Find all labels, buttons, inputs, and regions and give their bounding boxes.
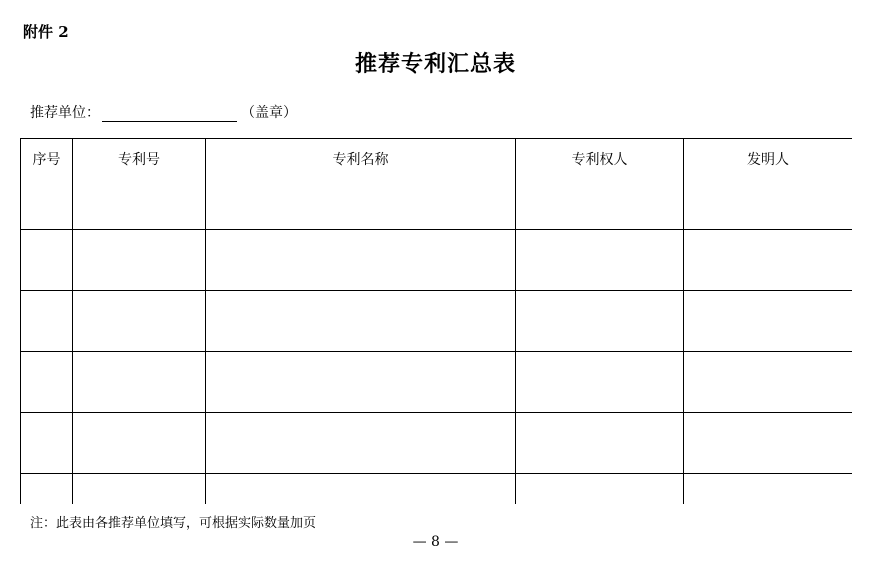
recommender-label: 推荐单位：: [30, 105, 100, 121]
table-cell[interactable]: [206, 291, 516, 352]
document-title: 推荐专利汇总表: [354, 51, 516, 77]
table-cell[interactable]: [21, 230, 73, 291]
table-cell[interactable]: [21, 474, 73, 505]
table-cell[interactable]: [73, 291, 206, 352]
attachment-label: 附件 2: [23, 23, 69, 41]
header-patent-name: 专利名称: [206, 139, 516, 230]
footnote: 注：此表由各推荐单位填写，可根据实际数量加页: [30, 516, 317, 531]
table-row: [21, 474, 853, 505]
table-cell[interactable]: [516, 352, 684, 413]
table-cell[interactable]: [206, 352, 516, 413]
table-cell[interactable]: [684, 230, 853, 291]
table-cell[interactable]: [684, 352, 853, 413]
recommender-line: [30, 102, 297, 122]
header-patent-number: 专利号: [73, 139, 206, 230]
header-patent-holder: 专利权人: [516, 139, 684, 230]
table-cell[interactable]: [206, 474, 516, 505]
page-number: — 8 —: [412, 534, 459, 550]
table-row: [21, 352, 853, 413]
table-cell[interactable]: [516, 291, 684, 352]
table-cell[interactable]: [684, 413, 853, 474]
table-cell[interactable]: [516, 413, 684, 474]
table-row: [21, 413, 853, 474]
table-cell[interactable]: [206, 413, 516, 474]
table-row: [21, 230, 853, 291]
header-inventor: 发明人: [684, 139, 853, 230]
table-cell[interactable]: [21, 413, 73, 474]
table-cell[interactable]: [21, 291, 73, 352]
recommender-blank-field[interactable]: [102, 105, 237, 122]
table-cell[interactable]: [516, 474, 684, 505]
table-cell[interactable]: [73, 413, 206, 474]
seal-note: （盖章）: [241, 105, 297, 121]
table-row: [21, 291, 853, 352]
patent-summary-table: [20, 138, 852, 504]
patent-summary-table-container: [20, 138, 852, 504]
table-cell[interactable]: [73, 230, 206, 291]
table-cell[interactable]: [206, 230, 516, 291]
table-cell[interactable]: [684, 291, 853, 352]
table-cell[interactable]: [684, 474, 853, 505]
table-header-row: [21, 139, 853, 230]
table-cell[interactable]: [73, 352, 206, 413]
header-serial-number: 序号: [21, 139, 73, 230]
table-cell[interactable]: [21, 352, 73, 413]
table-cell[interactable]: [73, 474, 206, 505]
table-cell[interactable]: [516, 230, 684, 291]
